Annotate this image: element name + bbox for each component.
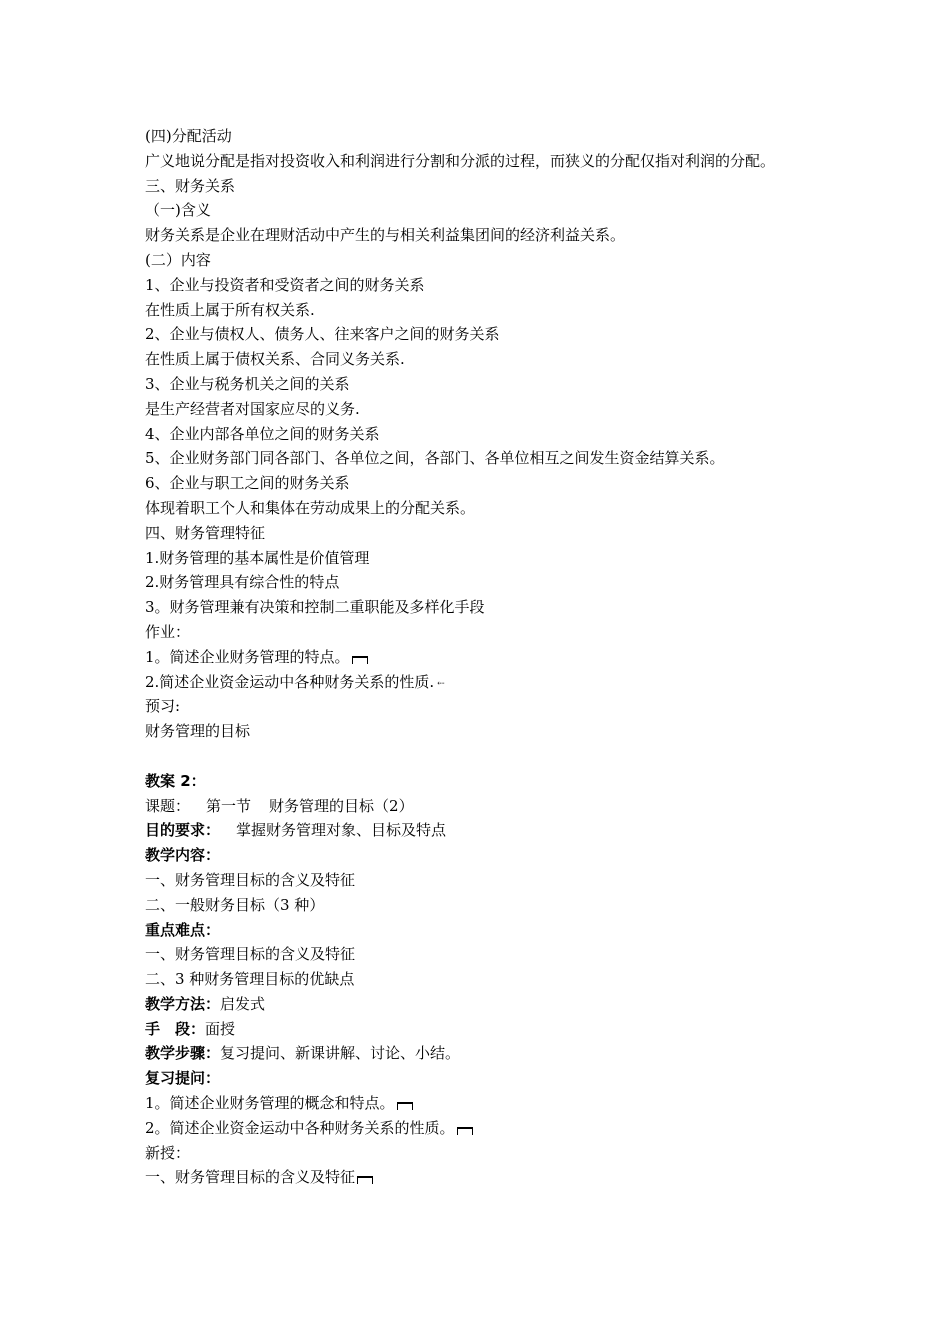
teaching-means-row	[145, 1017, 825, 1042]
list-item-relation-6-note: 体现着职工个人和集体在劳动成果上的分配关系。	[145, 498, 476, 517]
content-label: 教学内容：	[145, 846, 221, 865]
key-point-1: 一、财务管理目标的含义及特征	[145, 945, 356, 964]
list-item-relation-3-note: 是生产经营者对国家应尽的义务.	[145, 399, 360, 418]
heading-management-features: 四、财务管理特征	[145, 523, 266, 542]
heading-distribution-activity: (四)分配活动	[145, 127, 232, 145]
subheading-content: (二）内容	[145, 250, 211, 269]
topic-label: 课题：	[145, 796, 191, 815]
list-item-feature-2: 2.财务管理具有综合性的特点	[145, 573, 340, 592]
goal-text: 掌握财务管理对象、目标及特点	[236, 821, 447, 840]
review-item-1	[145, 1091, 825, 1116]
heading-preview: 预习:	[145, 697, 181, 716]
list-item-relation-6: 6、企业与职工之间的财务关系	[145, 474, 350, 493]
review-item-2	[145, 1116, 825, 1141]
list-item-relation-1-note: 在性质上属于所有权关系.	[145, 300, 315, 319]
paragraph-mark-icon	[352, 656, 368, 664]
list-item-feature-3: 3。财务管理兼有决策和控制二重职能及多样化手段	[145, 598, 485, 617]
paragraph-distribution-definition: 广义地说分配是指对投资收入和利润进行分割和分派的过程，而狭义的分配仅指对利润的分配。	[145, 151, 776, 170]
list-item-relation-5: 5、企业财务部门同各部门、各单位之间，各部门、各单位相互之间发生资金结算关系。	[145, 449, 725, 468]
teaching-method-row	[145, 992, 825, 1017]
homework-1-text: 1。简述企业财务管理的特点。	[145, 647, 350, 666]
paragraph-mark-icon	[357, 1176, 373, 1184]
lesson-topic-row	[145, 794, 825, 819]
new-1-text: 一、财务管理目标的含义及特征	[145, 1168, 356, 1187]
subheading-meaning: （一)含义	[145, 201, 211, 220]
topic-name: 财务管理的目标（2）	[269, 796, 414, 815]
key-points-label: 重点难点：	[145, 920, 221, 939]
content-item-1: 一、财务管理目标的含义及特征	[145, 870, 356, 889]
new-lesson-label: 新授：	[145, 1143, 191, 1162]
list-item-relation-1: 1、企业与投资者和受资者之间的财务关系	[145, 275, 425, 294]
list-item-homework-2	[145, 670, 825, 695]
preview-topic: 财务管理的目标	[145, 722, 251, 741]
review-2-text: 2。简述企业资金运动中各种财务关系的性质。	[145, 1118, 455, 1137]
document-page	[145, 124, 825, 1190]
means-text: 面授	[205, 1019, 236, 1038]
review-1-text: 1。简述企业财务管理的概念和特点。	[145, 1094, 395, 1113]
steps-text: 复习提问、新课讲解、讨论、小结。	[220, 1044, 461, 1063]
list-item-feature-1: 1.财务管理的基本属性是价值管理	[145, 548, 370, 567]
list-item-relation-2: 2、企业与债权人、债务人、往来客户之间的财务关系	[145, 325, 500, 344]
topic-section: 第一节	[206, 796, 252, 815]
list-item-relation-3: 3、企业与税务机关之间的关系	[145, 374, 350, 393]
lesson-plan-title: 教案 2：	[145, 771, 206, 790]
anchor-mark-icon: ⇠	[437, 678, 445, 689]
steps-label: 教学步骤：	[145, 1044, 221, 1063]
heading-homework: 作业：	[145, 622, 191, 641]
new-lesson-item-1	[145, 1165, 825, 1190]
paragraph-financial-relations-definition: 财务关系是企业在理财活动中产生的与相关利益集团间的经济利益关系。	[145, 226, 626, 245]
list-item-relation-2-note: 在性质上属于债权关系、合同义务关系.	[145, 350, 405, 369]
heading-financial-relations: 三、财务关系	[145, 176, 236, 195]
paragraph-mark-icon	[457, 1127, 473, 1135]
method-text: 启发式	[220, 994, 266, 1013]
method-label: 教学方法：	[145, 994, 221, 1013]
blank-line	[145, 744, 825, 769]
paragraph-mark-icon	[397, 1102, 413, 1110]
content-item-2: 二、一般财务目标（3 种）	[145, 895, 325, 914]
means-label: 手 段：	[145, 1019, 206, 1038]
review-label: 复习提问：	[145, 1069, 221, 1088]
homework-2-text: 2.简述企业资金运动中各种财务关系的性质.	[145, 672, 435, 691]
teaching-steps-row	[145, 1041, 825, 1066]
goal-label: 目的要求：	[145, 821, 221, 840]
list-item-relation-4: 4、企业内部各单位之间的财务关系	[145, 424, 380, 443]
lesson-goal-row	[145, 818, 825, 843]
list-item-homework-1	[145, 645, 825, 670]
key-point-2: 二、3 种财务管理目标的优缺点	[145, 970, 355, 989]
